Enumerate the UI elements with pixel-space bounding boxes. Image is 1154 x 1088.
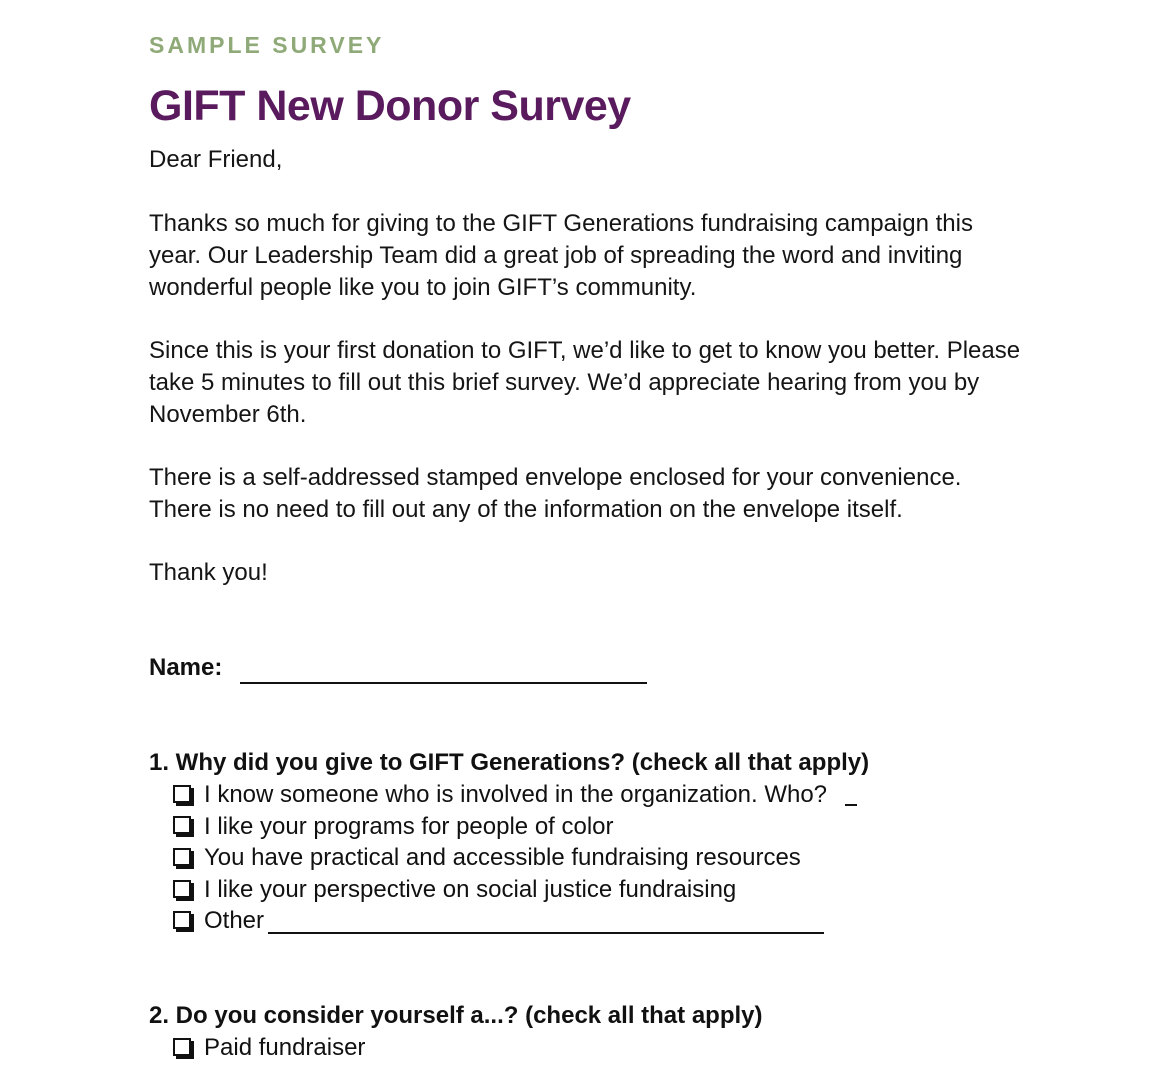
checkbox[interactable] — [173, 911, 191, 929]
checkbox[interactable] — [173, 1038, 191, 1056]
page-title: GIFT New Donor Survey — [149, 82, 631, 130]
option-label: I like your programs for people of color — [204, 812, 614, 840]
question-1: 1. Why did you give to GIFT Generations? (check all that apply) — [149, 749, 870, 776]
name-label: Name: — [149, 654, 223, 681]
option-label: I know someone who is involved in the organization. Who? — [204, 781, 828, 808]
name-field-row — [149, 652, 647, 684]
checkbox[interactable] — [173, 848, 191, 866]
option-label: Other — [204, 907, 265, 935]
checkbox[interactable] — [173, 880, 191, 898]
option-label: I like your perspective on social justice fundraising — [204, 875, 737, 903]
option-other[interactable] — [173, 905, 857, 937]
option-social-justice-perspective[interactable] — [173, 874, 857, 906]
option-label: You have practical and accessible fundraising resources — [204, 844, 801, 872]
survey-page — [149, 30, 1049, 1061]
letter-paragraph-3: There is a self-addressed stamped envelope enclosed for your convenience. There is no need to fill out any of the information on the envelope itself. — [149, 464, 962, 523]
option-knows-someone[interactable] — [173, 779, 857, 811]
question-1-options — [173, 779, 857, 937]
other-input-line[interactable] — [268, 908, 824, 934]
question-2: 2. Do you consider yourself a...? (check all that apply) — [149, 1002, 763, 1029]
checkbox[interactable] — [173, 816, 191, 834]
checkbox[interactable] — [173, 785, 191, 803]
option-paid-fundraiser[interactable] — [173, 1032, 365, 1064]
option-fundraising-resources[interactable] — [173, 842, 857, 874]
name-input-line[interactable] — [240, 656, 647, 684]
who-input-line[interactable] — [845, 784, 857, 806]
letter-paragraph-1: Thanks so much for giving to the GIFT Generations fundraising campaign this year. Our Leadership Team did a great job of spreading the word and inviting wonderful people like you to join GIFT’s community. — [149, 210, 973, 301]
section-eyebrow: SAMPLE SURVEY — [149, 32, 385, 58]
letter-closing: Thank you! — [149, 559, 268, 586]
letter-greeting: Dear Friend, — [149, 146, 283, 173]
question-2-options — [173, 1032, 365, 1064]
letter-paragraph-2: Since this is your first donation to GIFT, we’d like to get to know you better. Please take 5 minutes to fill out this brief survey. We’d appreciate hearing from you by November 6th. — [149, 337, 1021, 428]
option-programs-people-of-color[interactable] — [173, 811, 857, 843]
option-label: Paid fundraiser — [204, 1034, 366, 1061]
